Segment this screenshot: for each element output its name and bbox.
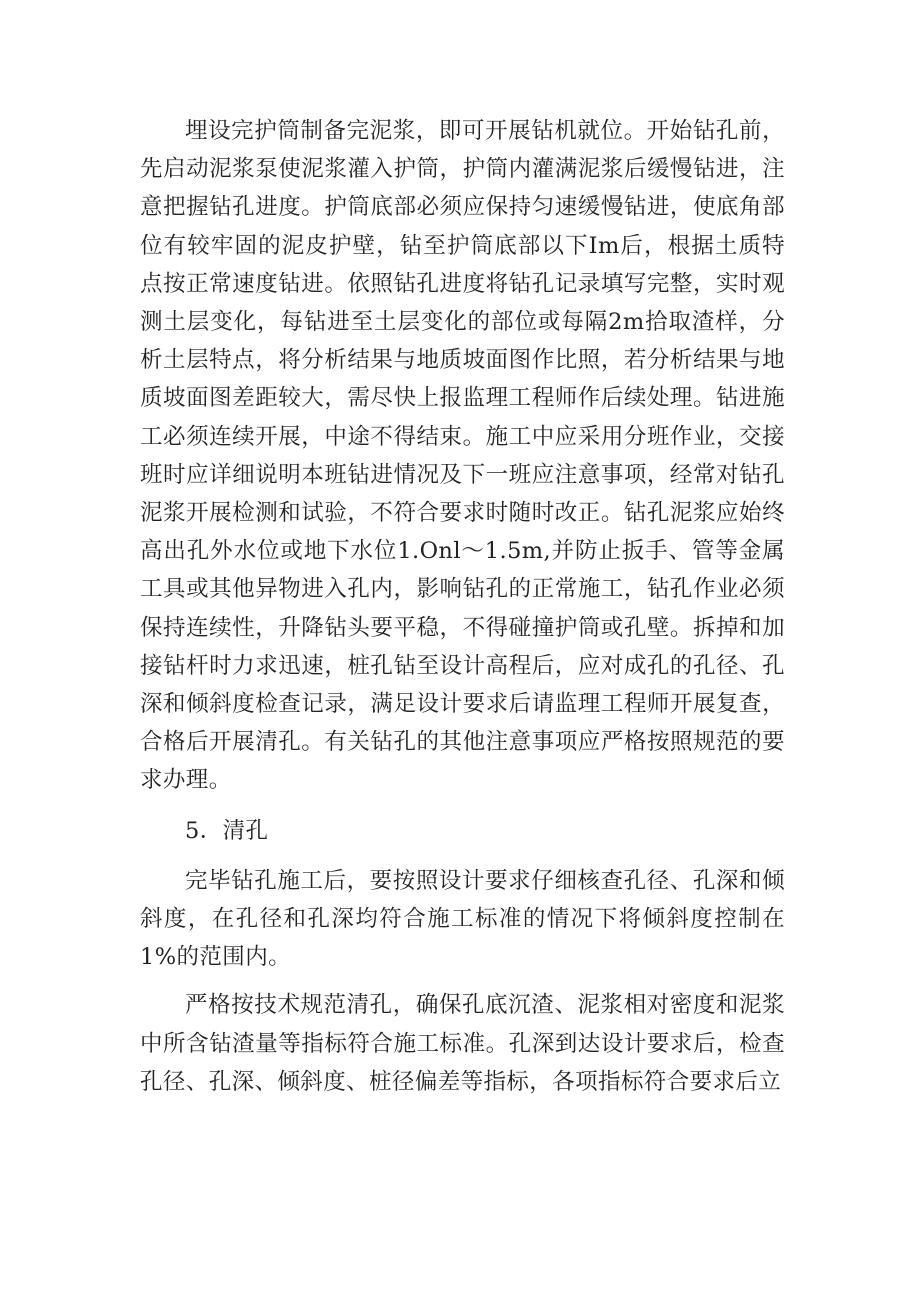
paragraph-cleaning-standards: 严格按技术规范清孔，确保孔底沉渣、泥浆相对密度和泥浆中所含钻渣量等指标符合施工标准。孔深到达设计要求后，检查孔径、孔深、倾斜度、桩径偏差等指标，各项指标符合要求后立 <box>140 992 785 1095</box>
paragraph-hole-inspection: 完毕钻孔施工后，要按照设计要求仔细核查孔径、孔深和倾斜度，在孔径和孔深均符合施工标准的情况下将倾斜度控制在1%的范围内。 <box>140 867 785 971</box>
paragraph-drilling: 埋设完护筒制备完泥浆，即可开展钻机就位。开始钻孔前，先启动泥浆泵使泥浆灌入护筒，护筒内灌满泥浆后缓慢钻进，注意把握钻孔进度。护筒底部必须应保持匀速缓慢钻进，使底角部位有较牢固的泥皮护壁，钻至护筒底部以下Im后，根据土质特点按正常速度钻进。依照钻孔进度将钻孔记录填写完整，实时观测土层变化，每钻进至土层变化的部位或每隔2m拾取渣样，分析土层特点，将分析结果与地质坡面图作比照，若分析结果与地质坡面图差距较大，需尽快上报监理工程师作后续处理。钻进施工必须连续开展，中途不得结束。施工中应采用分班作业，交接班时应详细说明本班钻进情况及下一班应注意事项，经常对钻孔泥浆开展检测和试验，不符合要求时随时改正。钻孔泥浆应始终高出孔外水位或地下水位1.Onl～1.5m,并防止扳手、管等金属工具或其他异物进入孔内，影响钻孔的正常施工，钻孔作业必须保持连续性，升降钻头要平稳，不得碰撞护筒或孔壁。拆掉和加接钻杆时力求迅速，桩孔钻至设计高程后，应对成孔的孔径、孔深和倾斜度检查记录，满足设计要求后请监理工程师开展复查，合格后开展清孔。有关钻孔的其他注意事项应严格按照规范的要求办理。 <box>140 118 785 794</box>
section-heading-hole-cleaning: 5．清孔 <box>185 817 269 844</box>
document-page <box>140 112 785 1101</box>
